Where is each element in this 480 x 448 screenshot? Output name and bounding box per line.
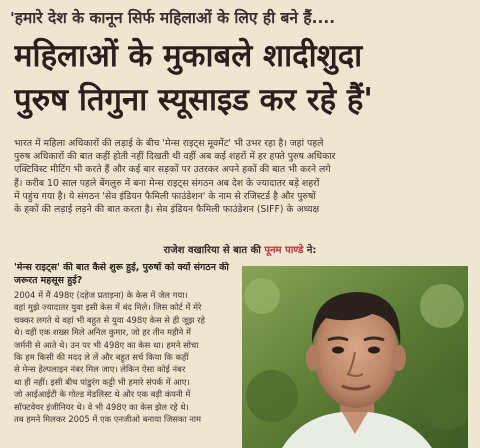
answer-line: कि हम किसी की मदद ले लें और बहुत सर्च किया कि कहीं	[14, 352, 189, 363]
answer-line: जो आईआईटी के गोल्ड मेडलिस्ट थे और एक बड़ी कंपनी में	[14, 389, 191, 400]
answer-line: 2004 में मैं 498ए (दहेज प्रताड़ना) के केस में जेल गया।	[14, 290, 188, 300]
headline-line-2: पुरुष तिगुना स्यूसाइड कर रहे हैं'	[14, 82, 373, 118]
answer-line: सॉफ्टवेयर इंजीनियर थे। वे भी 498ए का केस झेल रहे थे।	[14, 401, 189, 412]
intro-line: पुरुष अधिकारों की बात कहीं होती नहीं दिखती थी वहीं अब कई शहरों में हर हफ्ते पुरुष अधिकार	[14, 151, 336, 163]
answer-line: था ही नहीं। इसी बीच पांडुरंग कट्टी भी हमारे संपर्क में आए।	[14, 376, 190, 387]
intro-line: के हकों की लड़ाई लड़ने की बात करता है। सेव इंडियन फैमिली फाउंडेशन (SIFF) के अध्यक्ष	[14, 204, 320, 216]
kicker-quote: 'हमारे देश के कानून सिर्फ महिलाओं के लिए ही बने हैं....	[10, 9, 336, 27]
intro-line: भारत में महिला अधिकारों की लड़ाई के बीच 'मेन्स राइट्स मूवमेंट' भी उभर रहा है। जहां पहले	[14, 138, 324, 149]
question-text: 'मेन्स राइट्स' की बात कैसे शुरू हुई, पुरुषों को क्यों संगठन की जरूरत महसूस हुई?	[14, 262, 229, 286]
byline-connector: से बात की	[219, 245, 265, 256]
answer-text	[14, 289, 238, 425]
intro-paragraph	[14, 137, 466, 216]
byline	[14, 242, 466, 256]
answer-line: चक्कर लगते थे वहां भी बहुत से युवा 498ए केस से ही जूझ रहे	[14, 314, 205, 325]
intro-line: एक्टिविस्ट मीटिंग भी करते हैं और कई बार सड़कों पर उतरकर अपने हकों की बात भी करने लगे	[14, 164, 331, 176]
qa-column	[14, 262, 238, 448]
answer-line: तब हमने मिलकर 2005 में एक एनजीओ बनाया जिसका नाम	[14, 414, 202, 425]
answer-line: वहां मुझे ज्यादातर युवा इसी केस में बंद मिले। जिस कोर्ट में मेरे	[14, 302, 202, 313]
answer-line: से मेन्स हेल्पलाइन नंबर मिल जाए। लेकिन ऐसा कोई नंबर	[14, 364, 186, 375]
portrait-photo	[242, 266, 468, 448]
byline-end: ने:	[303, 245, 317, 256]
intro-line: हैं। करीब 10 साल पहले बेंगलुरु में बना मेन्स राइट्स संगठन अब देश के ज्यादातर बड़े शहरों	[14, 177, 320, 189]
headline-line-1: महिलाओं के मुकाबले शादीशुदा	[14, 38, 363, 74]
portrait-icon	[242, 266, 468, 448]
interviewer-name: पूनम पाण्डे	[264, 245, 304, 256]
intro-line: में पहुंच गया है। ये संगठन 'सेव इंडियन फैमिली फाउंडेशन' के नाम से रजिस्टर्ड है और पुरुषों	[14, 190, 316, 202]
interviewee-name: राजेश वखारिया	[163, 245, 220, 256]
answer-line: जर्मनी से आते थे। उन पर भी 498ए का केस था। हमने सोचा	[14, 339, 199, 350]
answer-line: थे। वहीं एक शख्स मिले अनिल कुमार, जो हर तीन महीने में	[14, 327, 191, 338]
